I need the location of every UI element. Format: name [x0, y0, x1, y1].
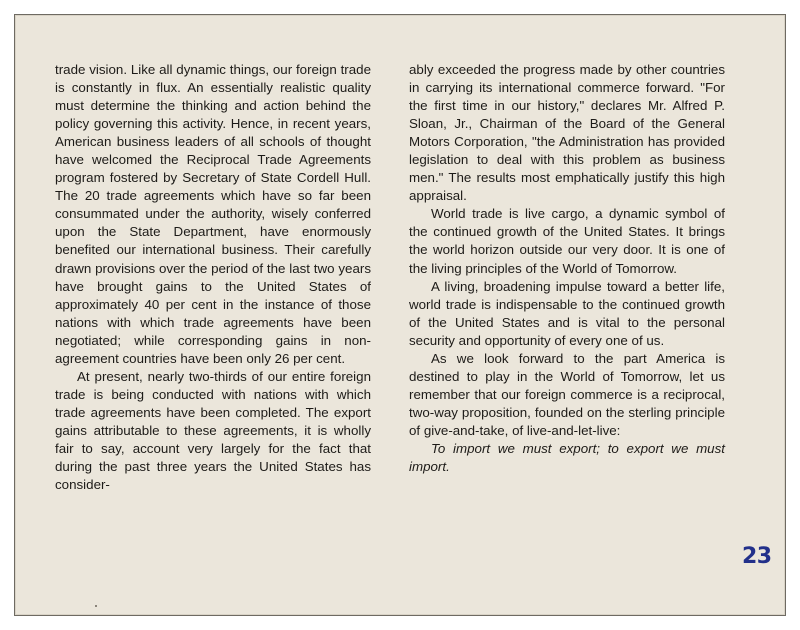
- paper-speck: [95, 605, 97, 607]
- paragraph: A living, broadening impulse toward a better life, world trade is indispensable to the continued growth of the United States and is vital to the personal security and opportunity of every one of us.: [409, 278, 725, 348]
- paragraph: trade vision. Like all dynamic things, our foreign trade is constantly in flux. An essentially realistic quality must determine the thinking and action behind the policy governing this activity. Hence, in recent years, American business leaders of all schools of thought have welcomed the Reciprocal Trade Agreements program fostered by Secretary of State Cordell Hull. The 20 trade agreements which have so far been consummated under the authority, wisely conferred upon the State Department, have enormously benefited our international business. Their carefully drawn provisions over the period of the last two years have brought gains to the United States of approximately 40 per cent in the instance of those nations with which trade agreements have been negotiated; while corresponding gains in non-agreement countries have been only 26 per cent.: [55, 62, 371, 366]
- paragraph: At present, nearly two-thirds of our entire foreign trade is being conducted with nations with which trade agreements have been completed. The export gains attributable to these agreements, it is wholly fair to say, account very largely for the fact that during the past three years the United States has consider-: [55, 368, 371, 493]
- book-page: [14, 14, 786, 616]
- paragraph: As we look forward to the part America is destined to play in the World of Tomorrow, let us remember that our foreign commerce is a reciprocal, two-way proposition, founded on the sterling principle of give-and-take, of live-and-let-live:: [409, 350, 725, 438]
- paragraph: ably exceeded the progress made by other countries in carrying its international commerce forward. "For the first time in our history," declares Mr. Alfred P. Sloan, Jr., Chairman of the Board of the General Motors Corporation, "the Administration has provided legislation to deal with this problem as business men." The results most emphatically justify this high appraisal.: [409, 62, 725, 204]
- page-number: 23: [742, 544, 772, 569]
- paragraph: World trade is live cargo, a dynamic symbol of the continued growth of the United States. It brings the world horizon outside our very door. It is one of the living principles of the World of Tomorrow.: [409, 206, 725, 276]
- closing-motto: To import we must export; to export we must import.: [409, 440, 725, 475]
- left-column: [55, 61, 371, 494]
- right-column: [409, 61, 725, 476]
